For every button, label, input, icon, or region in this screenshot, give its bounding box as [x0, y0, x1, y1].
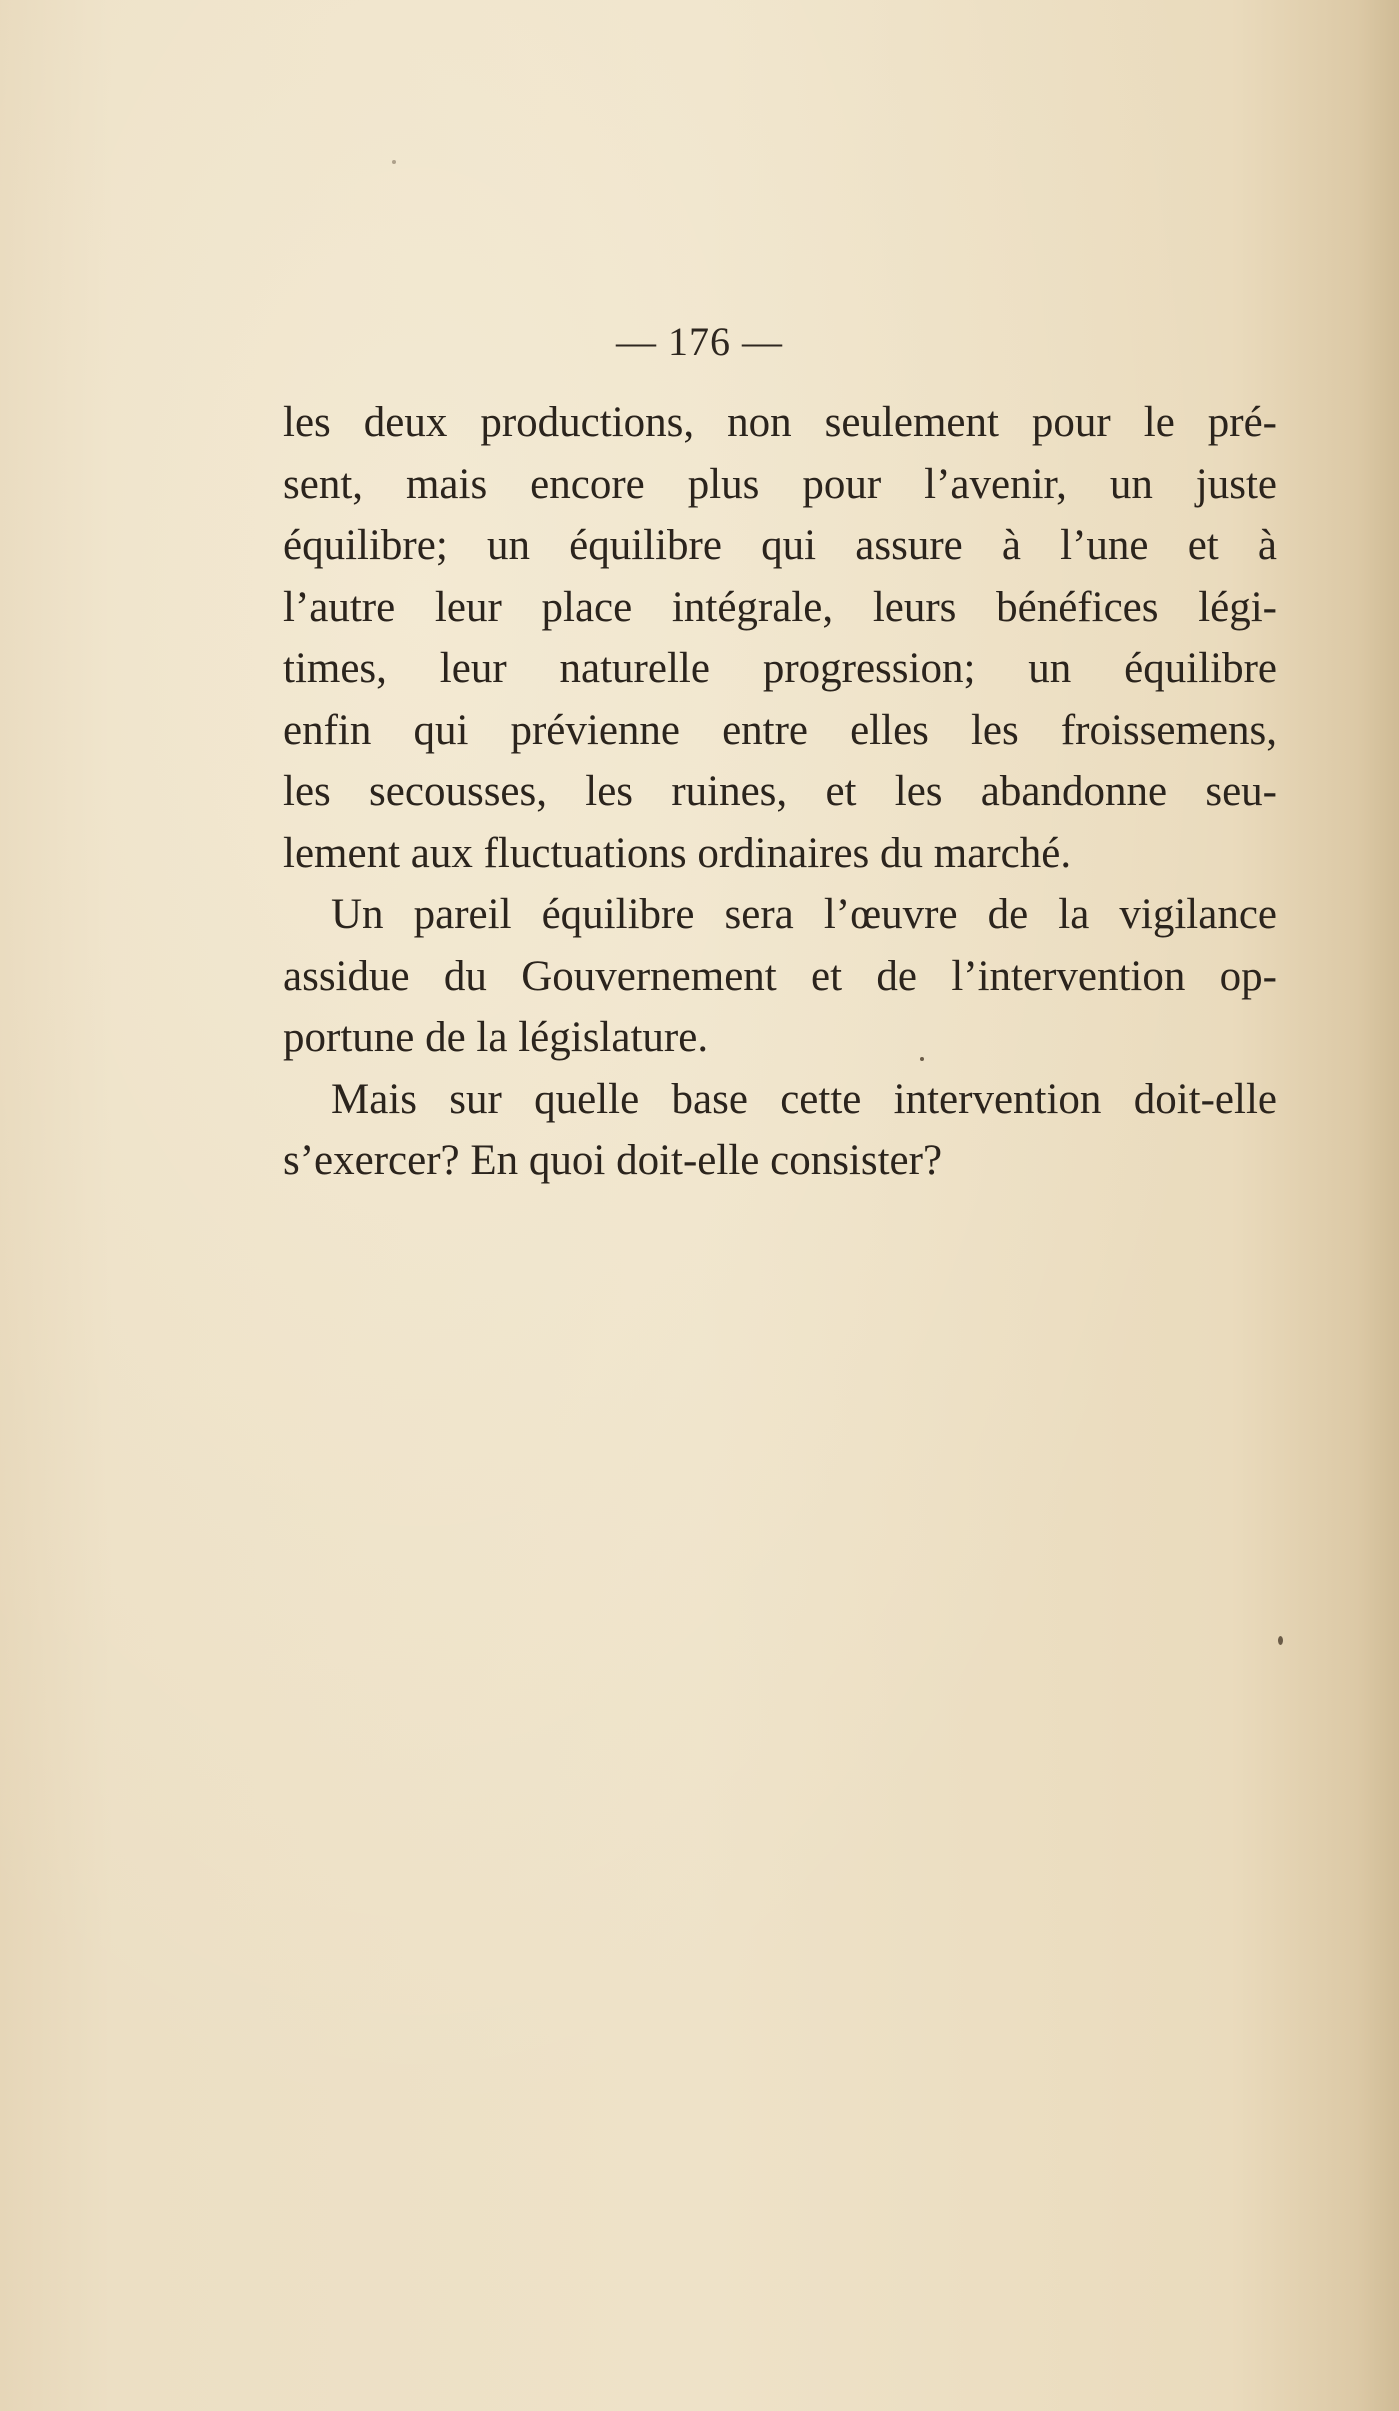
text-line: les deux productions, non seulement pour le pré-	[283, 399, 1277, 446]
text-line: times, leur naturelle progression; un équilibre	[283, 645, 1277, 692]
text-line: Mais sur quelle base cette intervention doit-elle	[331, 1075, 1277, 1123]
paper-speck	[920, 1057, 924, 1061]
text-line: enfin qui prévienne entre elles les froissemens,	[283, 706, 1277, 754]
body-text	[283, 392, 1277, 1192]
text-line: sent, mais encore plus pour l’avenir, un juste	[283, 460, 1277, 508]
text-line: équilibre; un équilibre qui assure à l’une et à	[283, 522, 1277, 569]
text-line: Un pareil équilibre sera l’œuvre de la vigilance	[331, 891, 1277, 938]
text-line: l’autre leur place intégrale, leurs bénéfices légi-	[283, 583, 1277, 631]
text-line: lement aux fluctuations ordinaires du marché.	[283, 829, 1072, 877]
paper-speck	[392, 160, 396, 164]
text-line: portune de la législature.	[283, 1014, 709, 1061]
text-line: les secousses, les ruines, et les abandonne seu-	[283, 768, 1277, 815]
text-line: assidue du Gouvernement et de l’intervention op-	[283, 952, 1277, 1000]
paper-speck	[1278, 1636, 1283, 1645]
text-line: s’exercer? En quoi doit-elle consister?	[283, 1137, 943, 1184]
page-number: — 176 —	[616, 319, 783, 364]
